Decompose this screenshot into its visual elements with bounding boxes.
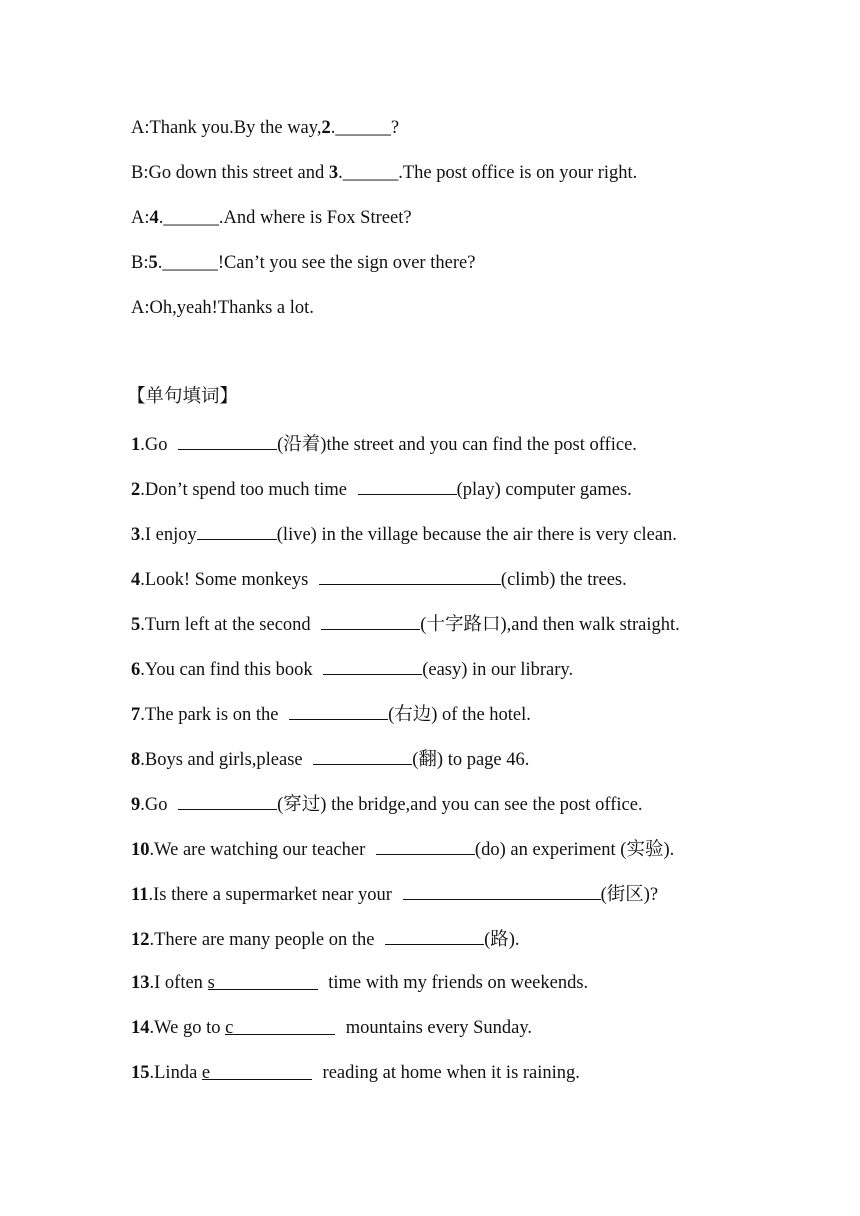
exercise-item: 15.Linda e reading at home when it is raining. [131,1063,580,1083]
dialogue-line: B:5.______!Can’t you see the sign over there? [131,253,476,273]
answer-blank[interactable] [313,746,412,765]
exercise-item: 3.I enjoy (live) in the village because the air there is very clean. [131,521,677,547]
answer-blank[interactable] [197,521,277,540]
dialogue-line: B:Go down this street and 3.______.The post office is on your right. [131,163,638,183]
exercise-item: 13.I often s time with my friends on weekends. [131,973,589,993]
answer-blank[interactable] [376,836,475,855]
section-title: 【单句填词】 [127,387,239,407]
dialogue-line: A:Thank you.By the way,2.______? [131,118,400,138]
exercise-item: 6.You can find this book (easy) in our library. [131,656,573,682]
dialogue-line: A:Oh,yeah!Thanks a lot. [131,298,314,318]
exercise-item: 11.Is there a supermarket near your (街区)? [131,881,658,907]
exercise-item: 9.Go (穿过) the bridge,and you can see the post office. [131,791,643,817]
answer-blank[interactable] [358,476,457,495]
exercise-item: 5.Turn left at the second (十字路口),and then walk straight. [131,611,680,637]
exercise-item: 1.Go (沿着)the street and you can find the post office. [131,431,637,457]
answer-blank[interactable]: c [225,1016,335,1035]
answer-blank[interactable]: e [202,1061,312,1080]
answer-blank[interactable] [321,611,420,630]
exercise-item: 4.Look! Some monkeys (climb) the trees. [131,566,627,592]
dialogue-line: A:4.______.And where is Fox Street? [131,208,412,228]
answer-blank[interactable] [319,566,501,585]
exercise-item: 7.The park is on the (右边) of the hotel. [131,701,531,727]
answer-blank[interactable] [289,701,388,720]
answer-blank[interactable] [403,881,601,900]
exercise-item: 8.Boys and girls,please (翻) to page 46. [131,746,529,772]
exercise-item: 2.Don’t spend too much time (play) computer games. [131,476,632,502]
answer-blank[interactable] [323,656,422,675]
exercise-item: 12.There are many people on the (路). [131,926,520,952]
exercise-item: 14.We go to c mountains every Sunday. [131,1018,533,1038]
answer-blank[interactable] [178,431,277,450]
answer-blank[interactable]: s [208,971,318,990]
answer-blank[interactable] [385,926,484,945]
exercise-item: 10.We are watching our teacher (do) an experiment (实验). [131,836,674,862]
answer-blank[interactable] [178,791,277,810]
